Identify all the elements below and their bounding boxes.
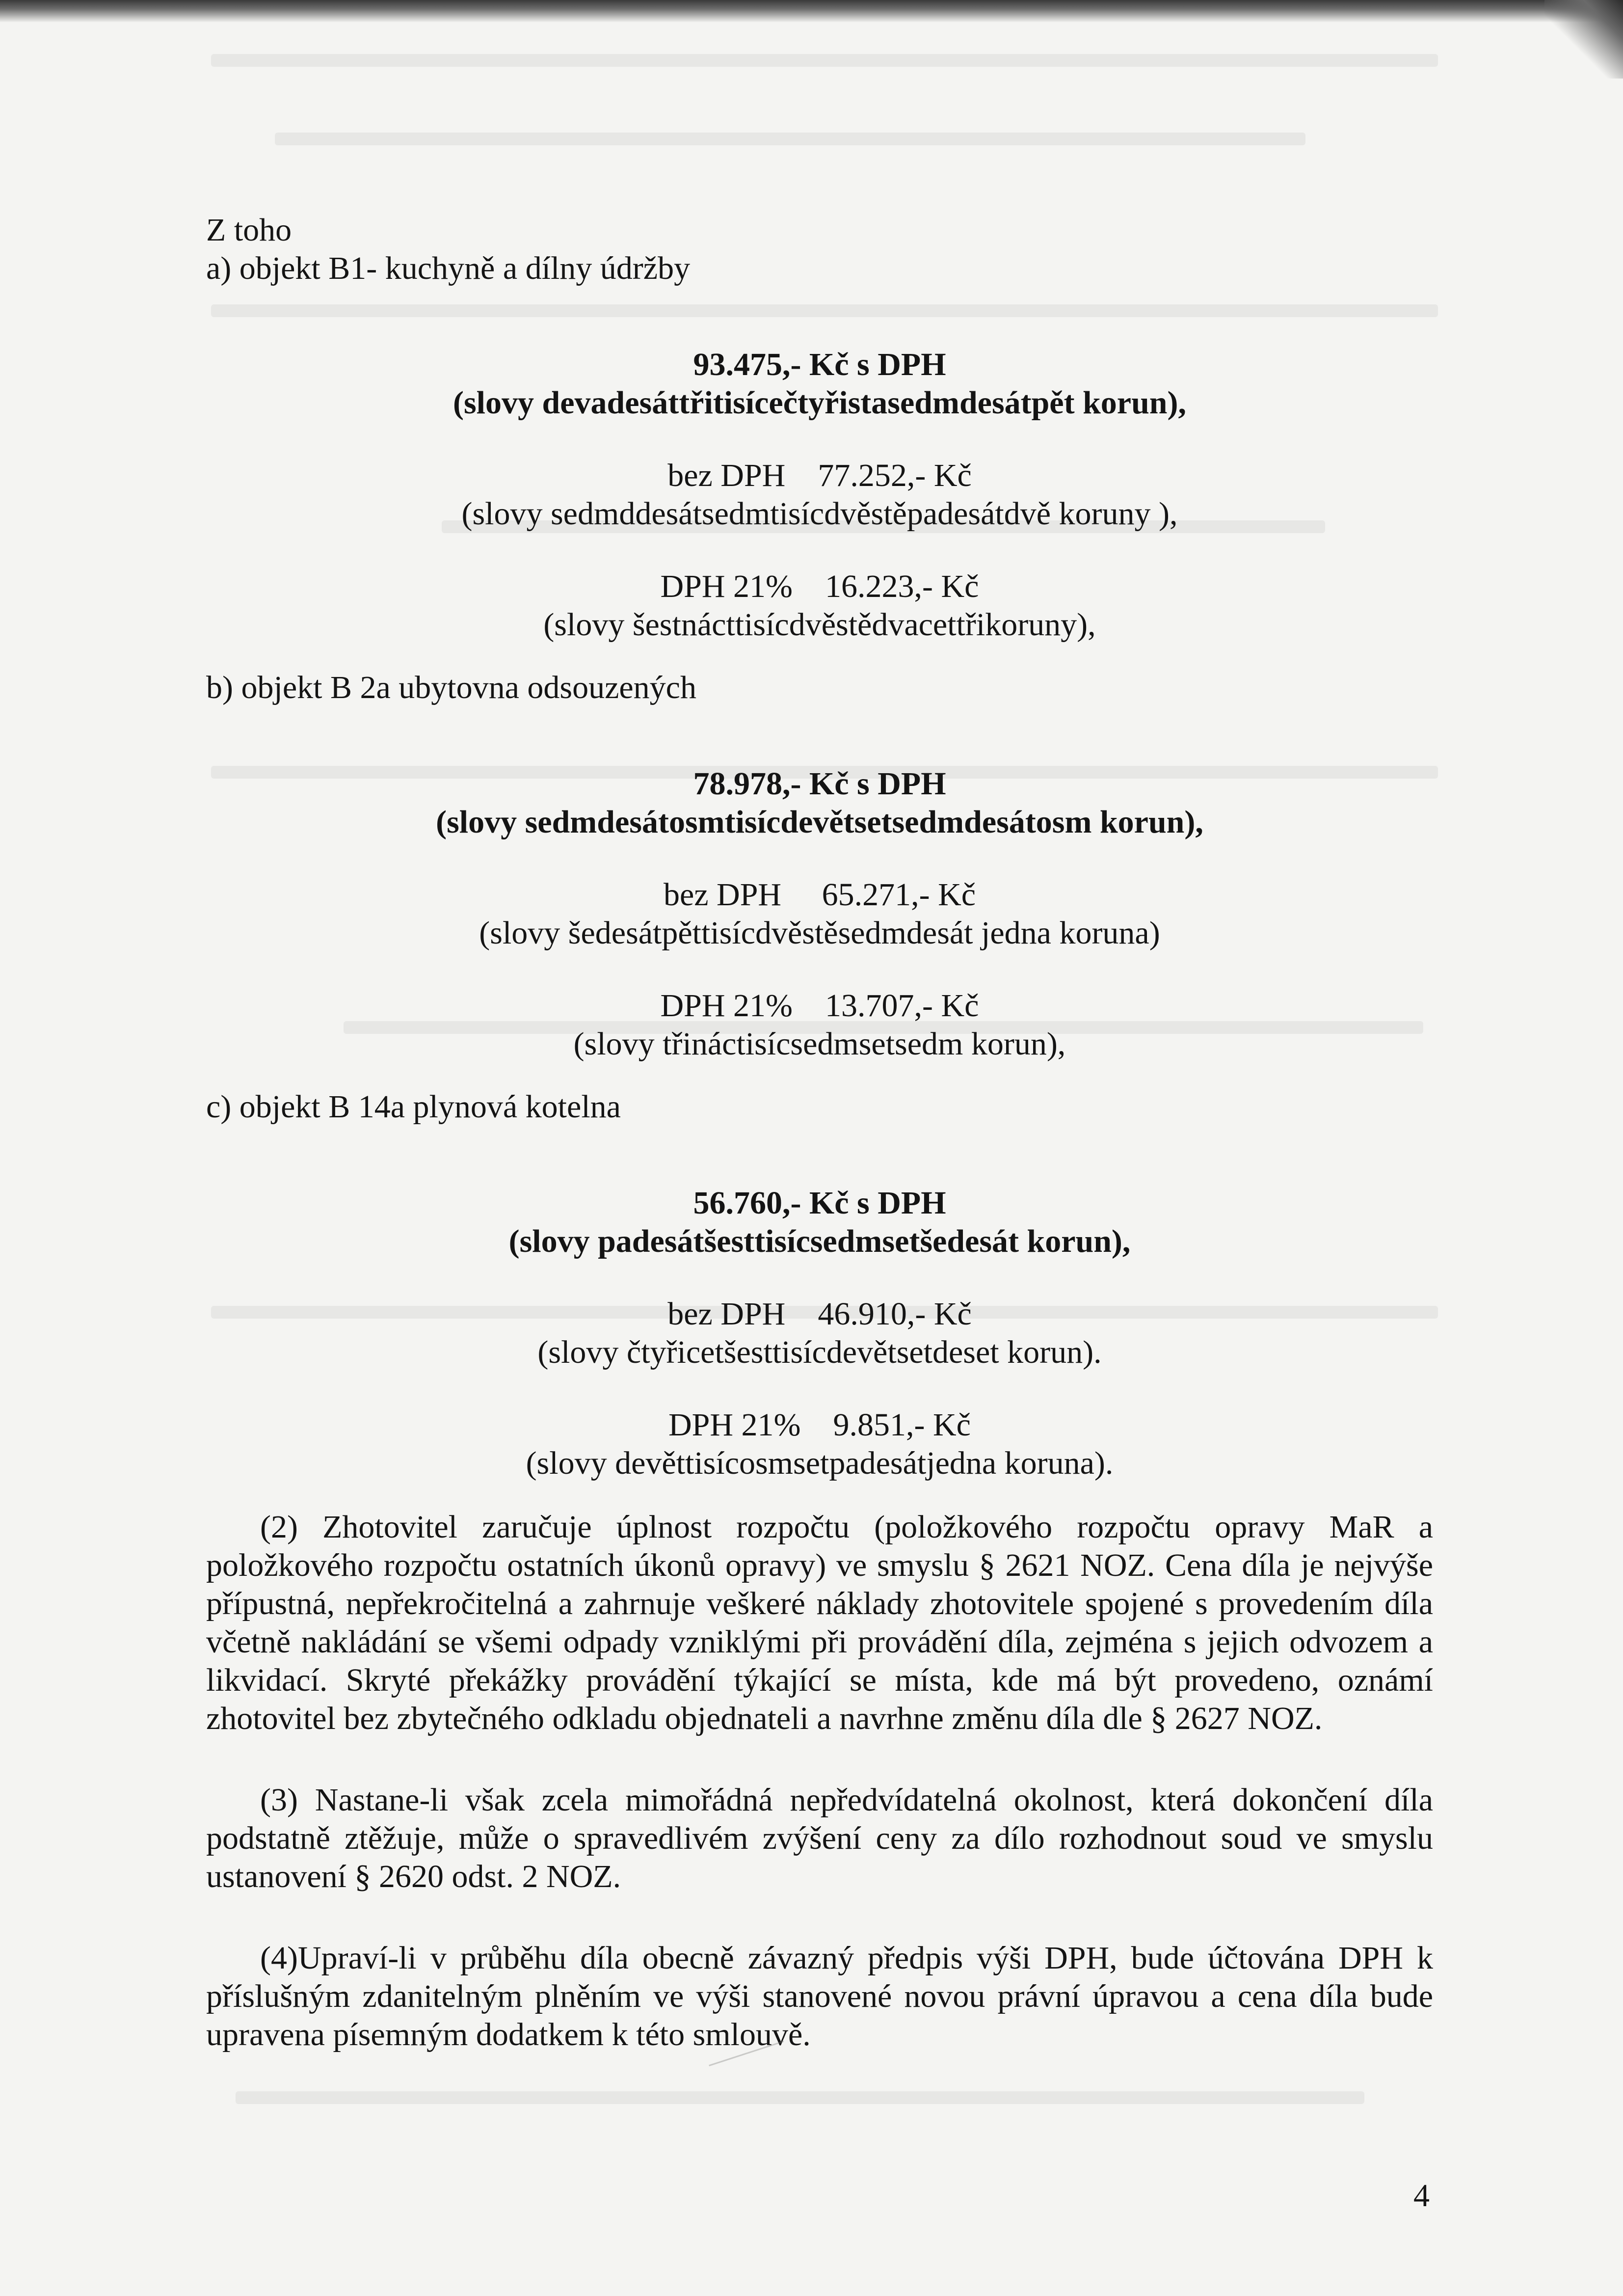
item-label: a) objekt B1- kuchyně a dílny údržby [206, 250, 691, 286]
price-item-b [206, 669, 1433, 1063]
net-value: 65.271,- Kč [822, 877, 976, 913]
net-value: 46.910,- Kč [818, 1296, 972, 1332]
vat-label: DPH 21% [660, 988, 793, 1024]
net-in-words: (slovy šedesátpěttisícdvěstěsedmdesát jedna koruna) [479, 915, 1160, 951]
net-amount-line [206, 1295, 1433, 1333]
net-in-words: (slovy čtyřicetšesttisícdevětsetdeset korun). [537, 1334, 1102, 1370]
scan-edge-top [0, 0, 1623, 23]
bleed-through [275, 133, 1305, 145]
vat-label: DPH 21% [660, 568, 793, 604]
total-in-words: (slovy sedmdesátosmtisícdevětsetsedmdesátosm korun), [436, 804, 1203, 840]
net-label: bez DPH [667, 458, 786, 493]
total-amount: 93.475,- Kč s DPH [693, 347, 946, 382]
vat-in-words: (slovy devěttisícosmsetpadesátjedna koruna). [526, 1445, 1114, 1481]
net-value: 77.252,- Kč [818, 458, 972, 493]
bleed-through [236, 2091, 1364, 2104]
paragraph-3: (3) Nastane-li však zcela mimořádná nepředvídatelná okolnost, která dokončení díla podstatně ztěžuje, může o spravedlivém zvýšení ceny za dílo rozhodnout soud ve smyslu ustanovení § 2620 odst. 2 NOZ. [206, 1782, 1433, 1894]
vat-amount-line [206, 987, 1433, 1025]
page-number: 4 [1413, 2178, 1430, 2214]
total-amount: 78.978,- Kč s DPH [693, 766, 946, 802]
item-label: b) objekt B 2a ubytovna odsouzených [206, 670, 696, 705]
vat-amount-line [206, 567, 1433, 606]
vat-value: 16.223,- Kč [825, 568, 979, 604]
total-in-words: (slovy devadesáttřitisícečtyřistasedmdesátpět korun), [453, 385, 1186, 421]
net-amount-line [206, 876, 1433, 914]
net-amount-line [206, 457, 1433, 495]
price-item-a [206, 249, 1433, 644]
intro-text: Z toho [206, 212, 292, 248]
paragraph-2: (2) Zhotovitel zaručuje úplnost rozpočtu (položkového rozpočtu opravy MaR a položkového rozpočtu ostatních úkonů opravy) ve smyslu § 2621 NOZ. Cena díla je nejvýše přípustná, nepřekročitelná a zahrnuje veškeré náklady zhotovitele spojené s provedením díla včetně nakládání se všemi odpady vzniklými při provádění díla, zejména s jejich odvozem a likvidací. Skryté překážky provádění týkající se místa, kde má být provedeno, oznámí zhotovitel bez zbytečného odkladu objednateli a navrhne změnu díla dle § 2627 NOZ. [206, 1509, 1433, 1736]
vat-label: DPH 21% [668, 1407, 801, 1443]
total-in-words: (slovy padesátšesttisícsedmsetšedesát korun), [508, 1223, 1131, 1259]
vat-value: 9.851,- Kč [833, 1407, 971, 1443]
vat-value: 13.707,- Kč [825, 988, 979, 1024]
net-in-words: (slovy sedmddesátsedmtisícdvěstěpadesátdvě koruny ), [461, 496, 1178, 532]
net-label: bez DPH [663, 877, 782, 913]
price-item-c [206, 1088, 1433, 1483]
bleed-through [211, 54, 1438, 67]
scan-corner-shadow [1544, 0, 1623, 79]
net-label: bez DPH [667, 1296, 786, 1332]
total-amount: 56.760,- Kč s DPH [693, 1185, 946, 1221]
vat-in-words: (slovy šestnácttisícdvěstědvacettřikoruny), [543, 607, 1096, 643]
vat-amount-line [206, 1406, 1433, 1444]
document-page [206, 211, 1433, 2054]
item-label: c) objekt B 14a plynová kotelna [206, 1089, 621, 1125]
vat-in-words: (slovy třináctisícsedmsetsedm korun), [573, 1026, 1066, 1062]
paragraph-4: (4)Upraví-li v průběhu díla obecně závazný předpis výši DPH, bude účtována DPH k příslušným zdanitelným plněním ve výši stanovené novou právní úpravou a cena díla bude upravena písemným dodatkem k této smlouvě. [206, 1940, 1433, 2053]
